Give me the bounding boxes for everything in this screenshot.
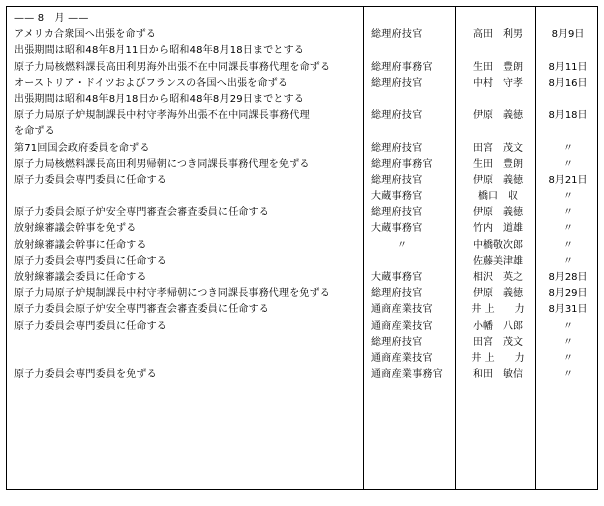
post-title: 総理府技官 bbox=[371, 288, 423, 300]
action-text: 原子力委員会原子炉安全専門審査会審査委員に任命する bbox=[14, 207, 269, 219]
date: 〃 bbox=[563, 369, 573, 381]
action-text: を命ずる bbox=[14, 126, 55, 138]
date: 〃 bbox=[563, 191, 573, 203]
date: 〃 bbox=[563, 320, 573, 332]
action-text: 出張期間は昭和48年8月18日から昭和48年8月29日までとする bbox=[14, 93, 305, 105]
action-text: 放射線審議会幹事を免ずる bbox=[14, 223, 137, 235]
post-title: 総理府技官 bbox=[371, 174, 423, 186]
date: 8月16日 bbox=[548, 77, 588, 89]
person-name: 伊原 義徳 bbox=[473, 110, 523, 122]
post-title: 総理府技官 bbox=[371, 29, 423, 41]
post-title: 大蔵事務官 bbox=[371, 272, 423, 283]
person-name: 伊原 義徳 bbox=[473, 174, 523, 186]
action-text: 第71回国会政府委員を命ずる bbox=[14, 142, 150, 154]
date: 8月21日 bbox=[548, 174, 588, 186]
post-title: 大蔵事務官 bbox=[371, 223, 423, 235]
action-text: 原子力委員会原子炉安全専門審査会審査委員に任命する bbox=[14, 304, 269, 316]
date: 〃 bbox=[563, 158, 573, 170]
post-title: 通商産業事務官 bbox=[371, 369, 444, 381]
action-text: 原子力局核燃料課長高田利男海外出張不在中同課長事務代理を命ずる bbox=[14, 61, 331, 73]
table-row bbox=[7, 124, 597, 140]
date: 〃 bbox=[563, 239, 573, 251]
table-row bbox=[7, 27, 597, 43]
table-row bbox=[7, 351, 597, 367]
table-row bbox=[7, 205, 597, 221]
post-title: 大蔵事務官 bbox=[371, 191, 423, 203]
person-name: 和田 敏信 bbox=[473, 369, 523, 381]
table-row bbox=[7, 270, 597, 286]
table-row bbox=[7, 189, 597, 205]
action-text: 原子力局原子炉規制課長中村守孝海外出張不在中同課長事務代理 bbox=[14, 110, 310, 122]
table-row bbox=[7, 43, 597, 59]
date: 8月28日 bbox=[548, 272, 588, 283]
table-row bbox=[7, 173, 597, 189]
table-row bbox=[7, 302, 597, 318]
table-row bbox=[7, 92, 597, 108]
action-text: 原子力委員会専門委員に任命する bbox=[14, 255, 167, 267]
date: 〃 bbox=[563, 352, 573, 364]
date: 〃 bbox=[563, 207, 573, 219]
person-name: 井 上 力 bbox=[471, 352, 525, 364]
person-name: 小幡 八郎 bbox=[473, 320, 523, 332]
table-row bbox=[7, 221, 597, 237]
table-row bbox=[7, 254, 597, 270]
date: 〃 bbox=[563, 255, 573, 267]
person-name: 中橋敬次郎 bbox=[473, 239, 523, 251]
action-text: 原子力委員会専門委員に任命する bbox=[14, 174, 167, 186]
table-row bbox=[7, 157, 597, 173]
person-name: 橋口 収 bbox=[478, 191, 518, 203]
person-name: 伊原 義徳 bbox=[473, 288, 523, 300]
person-name: 伊原 義徳 bbox=[473, 207, 523, 219]
date: 8月31日 bbox=[548, 304, 588, 316]
date: 〃 bbox=[563, 336, 573, 348]
post-title: 総理府技官 bbox=[371, 336, 423, 348]
table-row bbox=[7, 60, 597, 76]
person-name: 田宮 茂文 bbox=[473, 142, 523, 154]
table-row bbox=[7, 367, 597, 383]
action-text: オーストリア・ドイツおよびフランスの各国へ出張を命ずる bbox=[14, 77, 289, 89]
person-name: 竹内 道雄 bbox=[473, 223, 523, 235]
month-header-row bbox=[7, 11, 597, 27]
action-text: 出張期間は昭和48年8月11日から昭和48年8月18日までとする bbox=[14, 45, 305, 57]
post-title: 通商産業技官 bbox=[371, 304, 433, 316]
table-row bbox=[7, 335, 597, 351]
action-text: 放射線審議会幹事に任命する bbox=[14, 239, 147, 251]
date: 〃 bbox=[563, 223, 573, 235]
person-name: 相沢 英之 bbox=[473, 272, 523, 283]
table-row bbox=[7, 141, 597, 157]
action-text: 原子力委員会専門委員に任命する bbox=[14, 320, 167, 332]
post-title: 総理府技官 bbox=[371, 77, 423, 89]
post-title: 総理府技官 bbox=[371, 207, 423, 219]
post-title: 通商産業技官 bbox=[371, 352, 433, 364]
person-name: 高田 利男 bbox=[473, 29, 523, 41]
post-title: 総理府技官 bbox=[371, 110, 423, 122]
personnel-table bbox=[6, 6, 598, 490]
action-text: 放射線審議会委員に任命する bbox=[14, 272, 147, 283]
month-heading: —— 8 月 —— bbox=[14, 13, 89, 24]
date: 8月18日 bbox=[548, 110, 588, 122]
table-body bbox=[7, 11, 597, 383]
action-text: 原子力委員会専門委員を免ずる bbox=[14, 369, 157, 381]
table-row bbox=[7, 108, 597, 124]
post-title: 総理府事務官 bbox=[371, 61, 433, 73]
action-text: 原子力局核燃料課長高田利男帰朝につき同課長事務代理を免ずる bbox=[14, 158, 310, 170]
person-name: 中村 守孝 bbox=[473, 77, 523, 89]
date: 8月11日 bbox=[548, 61, 588, 73]
date: 〃 bbox=[563, 142, 573, 154]
post-title: 通商産業技官 bbox=[371, 320, 433, 332]
person-name: 佐藤美津雄 bbox=[473, 255, 523, 267]
date: 8月29日 bbox=[548, 288, 588, 300]
post-title: 〃 bbox=[397, 239, 408, 251]
action-text: アメリカ合衆国へ出張を命ずる bbox=[14, 29, 157, 41]
table-row bbox=[7, 286, 597, 302]
table-row bbox=[7, 76, 597, 92]
person-name: 井 上 力 bbox=[471, 304, 525, 316]
person-name: 生田 豊朗 bbox=[473, 61, 523, 73]
table-row bbox=[7, 238, 597, 254]
person-name: 田宮 茂文 bbox=[473, 336, 523, 348]
post-title: 総理府事務官 bbox=[371, 158, 433, 170]
person-name: 生田 豊朗 bbox=[473, 158, 523, 170]
table-row bbox=[7, 319, 597, 335]
date: 8月9日 bbox=[551, 29, 585, 41]
action-text: 原子力局原子炉規制課長中村守孝帰朝につき同課長事務代理を免ずる bbox=[14, 288, 330, 300]
post-title: 総理府技官 bbox=[371, 142, 423, 154]
